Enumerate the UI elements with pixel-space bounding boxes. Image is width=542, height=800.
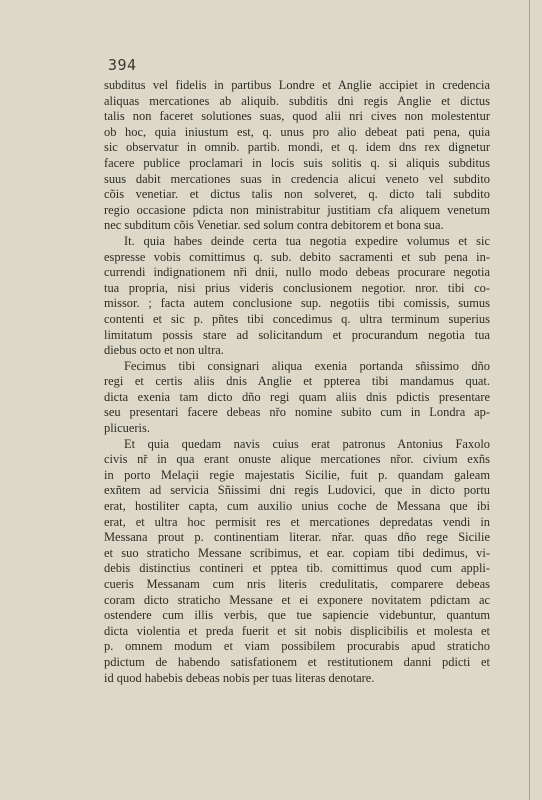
text-line: debis distinctius contineri et pptea tib. comittimus quod cum appli- [104, 561, 490, 576]
text-line: suus dabit mercationes suas in credencia alicui veneto vel subdito [104, 171, 490, 186]
text-line: ob hoc, quia iniustum est, q. unus pro alio debeat pati pena, quia [104, 124, 490, 139]
text-line: coram dicto straticho Messane et ei exponere novitatem pdictam ac [104, 592, 490, 607]
text-line: cõis venetiar. et dictus talis non solveret, q. dicto tali subdito [104, 187, 490, 202]
text-line: nec subditum cõis Venetiar. sed solum contra debitorem et bona sua. [104, 218, 444, 233]
text-line: aliquas mercationes ab aliquib. subditis dni regis Anglie et dictus [104, 93, 490, 108]
text-line: dicta exenia tam dicto dño regi quam aliis dnis pdictis presentare [104, 389, 490, 404]
paragraph [104, 437, 490, 687]
text-line: It. quia habes deinde certa tua negotia expedire volumus et sic [124, 233, 490, 248]
text-line: Et quia quedam navis cuius erat patronus Antonius Faxolo [124, 436, 490, 451]
text-line: tua propria, nisi prius videris conclusionem negotior. nror. tibi co- [104, 280, 490, 295]
text-line: seu presentari facere debeas nřo nomine subito cum in Londra ap- [104, 405, 490, 420]
paragraph [104, 78, 490, 234]
paragraph [104, 359, 490, 437]
text-line: ostendere cum illis verbis, que tue sapiencie videbuntur, quantum [104, 608, 490, 623]
page-edge-line [529, 0, 530, 800]
text-line: dicta violentia et preda fuerit et sit nobis displicibilis et molesta et [104, 623, 490, 638]
text-line: erat, hostiliter capta, cum auxilio unius coche de Messana que ibi [104, 499, 490, 514]
text-line: regio occasione pdicta non ministrabitur justitiam cfa aliquem venetum [104, 202, 490, 217]
paragraph [104, 234, 490, 359]
text-line: facere publice proclamari in locis suis solitis q. si aliquis subditus [104, 155, 490, 170]
text-line: subditus vel fidelis in partibus Londre et Anglie accipiet in credencia [104, 78, 490, 92]
text-line: plicueris. [104, 421, 150, 436]
text-line: talis non faceret solutiones suas, quod alii nri cives non molestentur [104, 109, 490, 124]
text-line: Messana prout p. continentiam literar. nřar. quas dño rege Sicilie [104, 530, 490, 545]
text-line: exñtem ad servicia Sñissimi dni regis Ludovici, que in dicto portu [104, 483, 490, 498]
body-text [104, 78, 490, 686]
text-line: id quod habebis debeas nobis per tuas literas denotare. [104, 670, 375, 685]
text-line: erat, et ultra hoc permisit res et mercationes depredatas vendi in [104, 514, 490, 529]
text-line: et suo straticho Messane scribimus, et ear. copiam tibi dedimus, vi- [104, 545, 490, 560]
text-line: sic observatur in omnib. partib. mondi, et q. idem dns rex dignetur [104, 140, 490, 155]
text-line: espresse vobis comittimus q. sub. debito sacramenti et sub pena in- [104, 249, 490, 264]
text-line: diebus octo et non ultra. [104, 343, 224, 358]
text-line: limitatum possis stare ad solicitandum et procurandum negotia tua [104, 327, 490, 342]
text-line: contenti et sic p. pñtes tibi concedimus q. ultra terminum superius [104, 311, 490, 326]
page-number: 394 [108, 56, 137, 74]
text-line: missor. ; facta autem conclusione sup. negotiis tibi comissis, sumus [104, 296, 490, 311]
text-line: pdictum de habendo satisfationem et restitutionem danni pdicti et [104, 654, 490, 669]
text-line: currendi indignationem nři dnii, nullo modo debeas procurare negotia [104, 265, 490, 280]
text-line: civis nř in qua erant onuste alique mercationes nřor. civium exñs [104, 452, 490, 467]
text-line: in porto Melaçii regie majestatis Sicilie, fuit p. quandam galeam [104, 467, 490, 482]
text-line: p. omnem modum et viam possibilem procurabis apud straticho [104, 639, 490, 654]
text-line: regi et certis aliis dnis Anglie et ppterea tibi mandamus quat. [104, 374, 490, 389]
text-line: Fecimus tibi consignari aliqua exenia portanda sñissimo dño [124, 358, 490, 373]
text-line: cueris Messanam cum nris literis credulitatis, comparere debeas [104, 577, 490, 591]
